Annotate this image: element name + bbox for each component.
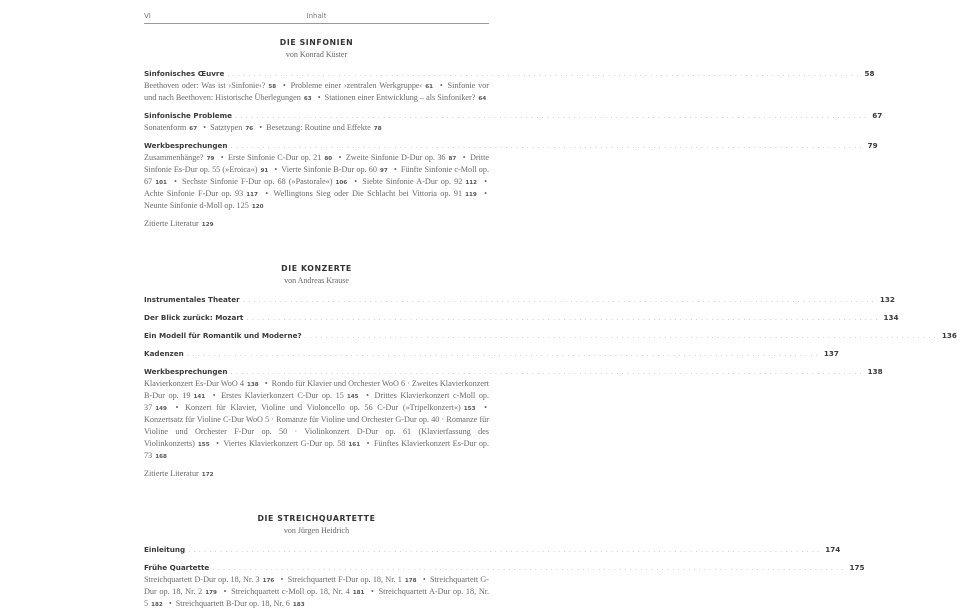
entry-page: 132 (879, 295, 895, 304)
subitem-page: 141 (193, 394, 206, 400)
bullet-separator: • (393, 165, 397, 174)
subitem-text[interactable]: Viertes Klavierkonzert G-Dur op. 58 (223, 439, 346, 448)
subitem-page: 138 (246, 382, 259, 388)
bullet-separator: • (371, 587, 374, 596)
entry-title[interactable]: Der Blick zurück: Mozart (144, 313, 244, 322)
subitem-page: 67 (189, 126, 198, 132)
bullet-separator: • (484, 177, 488, 186)
bullet-separator: • (259, 123, 263, 132)
subitem-page: 63 (303, 96, 312, 102)
subitem-page: 168 (155, 454, 167, 460)
subitem-text[interactable]: Vierte Sinfonie B-Dur op. 60 (281, 165, 377, 174)
toc-entry (144, 110, 883, 134)
running-header (144, 12, 489, 24)
subitem-text[interactable]: Dritte Sinfonie Es-Dur op. 55 (»Eroica«) (144, 153, 490, 174)
subitem-text[interactable]: Besetzung: Routine und Effekte (266, 123, 371, 132)
entry-page: 79 (867, 141, 878, 150)
toc-entry (144, 366, 883, 462)
literature-label[interactable]: Zitierte Literatur (144, 219, 199, 228)
subitem-page: 76 (245, 126, 254, 132)
toc-entry-heading[interactable] (144, 348, 839, 360)
subitem-text[interactable]: Rondo für Klavier und Orchester WoO 6 · Zweites Klavierkonzert B-Dur op. 19 (144, 379, 489, 400)
literature-page: 129 (201, 222, 214, 228)
section-author: von Konrad Küster (285, 50, 348, 59)
toc-entry-heading[interactable] (144, 312, 899, 324)
bullet-separator: • (168, 599, 172, 608)
entry-title[interactable]: Instrumentales Theater (144, 295, 240, 304)
entry-subitems (144, 574, 489, 610)
subitem-text[interactable]: Erste Sinfonie C-Dur op. 21 (228, 153, 322, 162)
subitem-text[interactable]: Streichquartett A-Dur op. 18, Nr. 5 (144, 587, 490, 608)
entry-subitems (144, 378, 489, 462)
entry-title[interactable]: Kadenzen (144, 349, 184, 358)
toc-entry (144, 140, 878, 212)
subitem-page: 78 (373, 126, 382, 132)
running-title: Inhalt (306, 12, 327, 20)
subitem-text[interactable]: Erstes Klavierkonzert C-Dur op. 15 (221, 391, 344, 400)
toc-entry (144, 544, 841, 556)
toc-entry-heading[interactable] (144, 330, 957, 342)
literature-entry[interactable] (144, 218, 489, 230)
entry-subitems (144, 152, 489, 212)
toc-entry-heading[interactable] (144, 140, 878, 152)
bullet-separator: • (439, 81, 443, 90)
subitem-text[interactable]: Beethoven oder: Was ist ›Sinfonie‹? (144, 81, 266, 90)
entry-title[interactable]: Frühe Quartette (144, 563, 210, 572)
subitem-text[interactable]: Stationen einer Entwicklung – als Sinfoniker? (324, 93, 476, 102)
bullet-separator: • (366, 391, 369, 400)
subitem-text[interactable]: Achte Sinfonie F-Dur op. 93 (144, 189, 244, 198)
subitem-page: 80 (324, 156, 333, 162)
subitem-text[interactable]: Fünftes Klavierkonzert Es-Dur op. 73 (144, 439, 490, 460)
dot-leader: ........................................................................................................................ (230, 367, 865, 376)
entry-title[interactable]: Einleitung (144, 545, 186, 554)
entry-page: 138 (867, 367, 883, 376)
subitem-page: 161 (348, 442, 361, 448)
subitem-text[interactable]: Sechste Sinfonie F-Dur op. 68 (»Pastorale«) (182, 177, 333, 186)
toc-section (144, 230, 957, 480)
toc-sections (144, 38, 957, 610)
section-title: DIE SINFONIEN (279, 38, 354, 47)
toc-entry (144, 294, 895, 306)
entry-page: 175 (849, 563, 865, 572)
bullet-separator: • (274, 165, 278, 174)
bullet-separator: • (220, 153, 224, 162)
bullet-separator: • (338, 153, 342, 162)
subitem-page: 112 (465, 180, 478, 186)
literature-page: 172 (201, 472, 214, 478)
section-title: DIE KONZERTE (281, 264, 352, 273)
entry-page: 174 (825, 545, 841, 554)
toc-entry (144, 312, 899, 324)
subitem-text[interactable]: Wellingtons Sieg oder Die Schlacht bei Vittoria op. 91 (273, 189, 463, 198)
subitem-text[interactable]: Streichquartett F-Dur op. 18, Nr. 1 (287, 575, 402, 584)
subitem-text[interactable]: Konzertsatz für Violine C-Dur WoO 5 · Romanze für Violine und Orchester G-Dur op. 40 · Romanze für Violine und Orchester F-Dur op. 50 · Violinkonzert D-Dur op. 61 (Klavierfassung des Violinkonzerts) (144, 415, 489, 448)
dot-leader: ........................................................................................................................ (212, 563, 847, 572)
bullet-separator: • (223, 587, 227, 596)
subitem-text[interactable]: Streichquartett D-Dur op. 18, Nr. 3 (144, 575, 260, 584)
bullet-separator: • (264, 379, 268, 388)
subitem-text[interactable]: Zweite Sinfonie D-Dur op. 36 (345, 153, 446, 162)
subitem-text[interactable]: Neunte Sinfonie d-Moll op. 125 (144, 201, 249, 210)
toc-entry-heading[interactable] (144, 294, 895, 306)
toc-entry (144, 68, 875, 104)
section-author: von Andreas Krause (284, 276, 349, 285)
toc-page (144, 0, 957, 616)
toc-entry (144, 562, 865, 610)
subitem-text[interactable]: Streichquartett c-Moll op. 18, Nr. 4 (231, 587, 350, 596)
subitem-page: 87 (448, 156, 457, 162)
bullet-separator: • (203, 123, 207, 132)
subitem-page: 58 (268, 84, 277, 90)
entry-page: 134 (883, 313, 899, 322)
literature-label[interactable]: Zitierte Literatur (144, 469, 199, 478)
subitem-page: 64 (478, 96, 487, 102)
bullet-separator: • (484, 189, 488, 198)
dot-leader: ........................................................................................................................ (227, 69, 862, 78)
entry-subitems (144, 80, 489, 104)
dot-leader: ........................................................................................................................ (242, 295, 877, 304)
page-number: VI (144, 12, 151, 20)
dot-leader: ........................................................................................................................ (246, 313, 881, 322)
bullet-separator: • (462, 153, 466, 162)
subitem-text[interactable]: Streichquartett G-Dur op. 18, Nr. 2 (144, 575, 490, 596)
section-author: von Jürgen Heidrich (283, 526, 350, 535)
section-gap (144, 480, 489, 500)
subitem-text[interactable]: Drittes Klavierkonzert c-Moll op. 37 (144, 391, 490, 412)
entry-page: 136 (941, 331, 957, 340)
subitem-text[interactable]: Klavierkonzert Es-Dur WoO 4 (144, 379, 244, 388)
subitem-text[interactable]: Probleme einer ›zentralen Werkgruppe‹ (290, 81, 423, 90)
toc-entry (144, 348, 839, 360)
subitem-page: 79 (206, 156, 215, 162)
subitem-page: 183 (292, 602, 305, 608)
dot-leader: ........................................................................................................................ (188, 545, 823, 554)
toc-entry-heading[interactable] (144, 544, 841, 556)
entry-page: 137 (823, 349, 839, 358)
entry-title[interactable]: Sinfonisches Œuvre (144, 69, 225, 78)
subitem-text[interactable]: Streichquartett B-Dur op. 18, Nr. 6 (175, 599, 290, 608)
subitem-page: 181 (352, 590, 365, 596)
bullet-separator: • (317, 93, 321, 102)
dot-leader: ........................................................................................................................ (230, 141, 865, 150)
subitem-page: 91 (260, 168, 269, 174)
bullet-separator: • (282, 81, 286, 90)
dot-leader: ........................................................................................................................ (186, 349, 821, 358)
bullet-separator: • (265, 189, 269, 198)
subitem-text[interactable]: Sinfonie vor und nach Beethoven: Historische Überlegungen (144, 81, 489, 102)
subitem-text[interactable]: Konzert für Klavier, Violine und Violoncello op. 56 C-Dur (»Tripelkonzert«) (185, 403, 461, 412)
bullet-separator: • (422, 575, 426, 584)
subitem-page: 153 (463, 406, 476, 412)
subitem-page: 149 (155, 406, 167, 412)
bullet-separator: • (175, 403, 179, 412)
dot-leader: ........................................................................................................................ (304, 331, 939, 340)
subitem-text[interactable]: Sonatenform (144, 123, 187, 132)
subitem-text[interactable]: Satztypen (210, 123, 243, 132)
bullet-separator: • (216, 439, 219, 448)
subitem-page: 106 (335, 180, 348, 186)
subitem-page: 97 (379, 168, 388, 174)
bullet-separator: • (484, 403, 488, 412)
entry-subitems (144, 122, 489, 134)
literature-entry[interactable] (144, 468, 489, 480)
subitem-text[interactable]: Zusammenhänge? (144, 153, 204, 162)
subitem-page: 155 (197, 442, 210, 448)
entry-title[interactable]: Werkbesprechungen (144, 141, 228, 150)
toc-entry-heading[interactable] (144, 110, 883, 122)
subitem-text[interactable]: Fünfte Sinfonie c-Moll op. 67 (144, 165, 490, 186)
subitem-page: 120 (251, 204, 264, 210)
bullet-separator: • (366, 439, 370, 448)
toc-section (144, 480, 865, 610)
bullet-separator: • (280, 575, 284, 584)
toc-entry (144, 330, 957, 342)
bullet-separator: • (212, 391, 216, 400)
entry-page: 67 (872, 111, 883, 120)
subitem-page: 182 (151, 602, 163, 608)
entry-title[interactable]: Werkbesprechungen (144, 367, 228, 376)
subitem-page: 179 (205, 590, 217, 596)
subitem-page: 119 (465, 192, 477, 198)
section-gap (144, 230, 489, 250)
subitem-page: 145 (346, 394, 359, 400)
toc-entry-heading[interactable] (144, 562, 865, 574)
section-title: DIE STREICHQUARTETTE (257, 514, 376, 523)
subitem-page: 176 (262, 578, 275, 584)
toc-entry-heading[interactable] (144, 366, 883, 378)
subitem-text[interactable]: Siebte Sinfonie A-Dur op. 92 (362, 177, 463, 186)
entry-title[interactable]: Sinfonische Probleme (144, 111, 233, 120)
bullet-separator: • (354, 177, 358, 186)
subitem-page: 101 (155, 180, 167, 186)
subitem-page: 117 (246, 192, 258, 198)
dot-leader: ........................................................................................................................ (235, 111, 870, 120)
toc-entry-heading[interactable] (144, 68, 875, 80)
bullet-separator: • (174, 177, 177, 186)
entry-page: 58 (864, 69, 875, 78)
entry-title[interactable]: Ein Modell für Romantik und Moderne? (144, 331, 302, 340)
subitem-page: 178 (404, 578, 417, 584)
toc-section (144, 38, 883, 230)
subitem-page: 61 (425, 84, 434, 90)
